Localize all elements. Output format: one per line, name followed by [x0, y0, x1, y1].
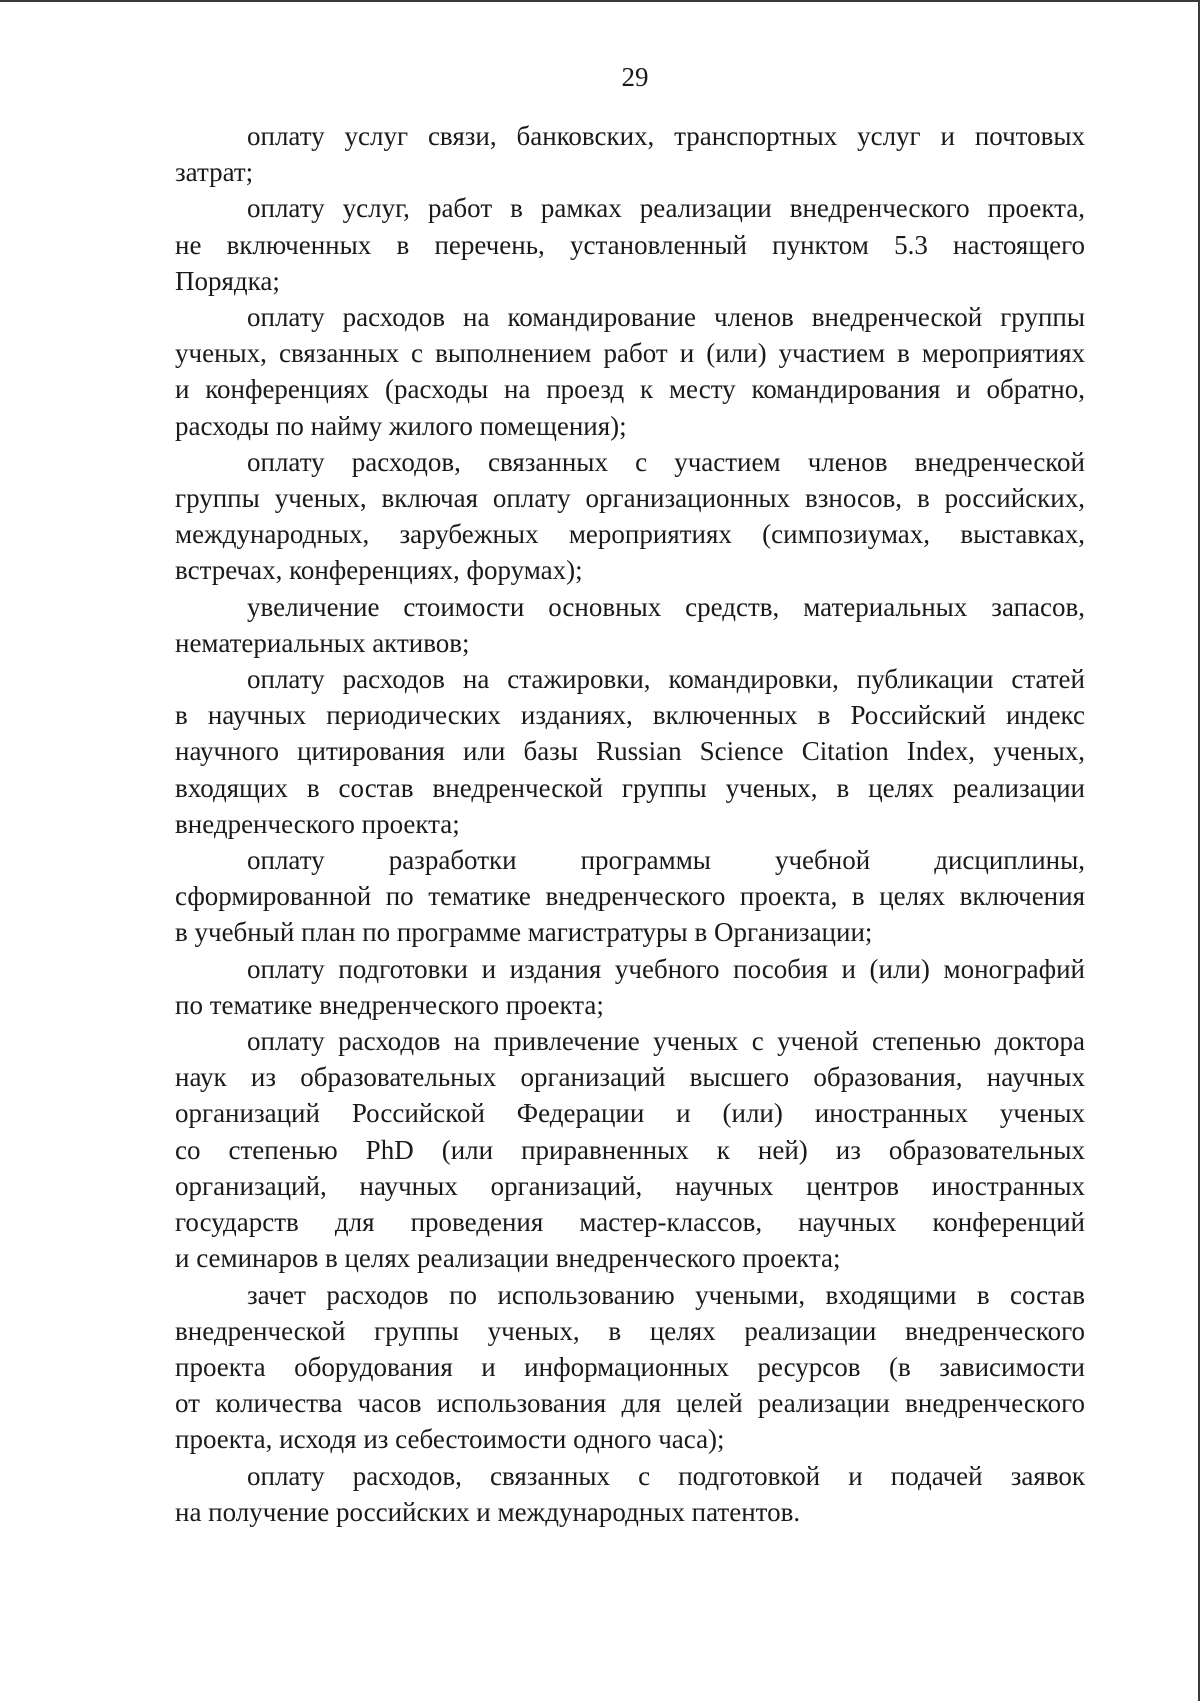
text-line: группы ученых, включая оплату организационных взносов, в российских, [175, 483, 1085, 514]
paragraph [175, 661, 1085, 842]
paragraph [175, 951, 1085, 1023]
paragraph [175, 842, 1085, 951]
text-line: оплату расходов, связанных с подготовкой и подачей заявок [247, 1460, 1085, 1491]
text-line: оплату расходов на командирование членов внедренческой группы [247, 302, 1085, 333]
text-line: оплату расходов на привлечение ученых с ученой степенью доктора [247, 1026, 1085, 1057]
paragraph [175, 444, 1085, 589]
text-line: проекта оборудования и информационных ресурсов (в зависимости [175, 1351, 1085, 1382]
text-line: сформированной по тематике внедренческого проекта, в целях включения [175, 881, 1085, 912]
text-line: наук из образовательных организаций высшего образования, научных [175, 1062, 1085, 1093]
paragraph [175, 190, 1085, 299]
text-line: по тематике внедренческого проекта; [175, 989, 604, 1020]
text-line: оплату разработки программы учебной дисциплины, [247, 845, 1085, 876]
text-line: внедренческого проекта; [175, 808, 460, 839]
text-line: ученых, связанных с выполнением работ и (или) участием в мероприятиях [175, 338, 1085, 369]
text-line: в научных периодических изданиях, включенных в Российский индекс [175, 700, 1085, 731]
text-line: оплату расходов, связанных с участием членов внедренческой [247, 446, 1085, 477]
paragraph [175, 1023, 1085, 1276]
text-line: организаций, научных организаций, научных центров иностранных [175, 1170, 1085, 1201]
paragraph [175, 118, 1085, 190]
paragraph [175, 299, 1085, 444]
text-line: и конференциях (расходы на проезд к месту командирования и обратно, [175, 374, 1085, 405]
paragraph [175, 1277, 1085, 1458]
text-line: в учебный план по программе магистратуры в Организации; [175, 917, 873, 948]
page-number: 29 [621, 62, 649, 92]
document-body [175, 118, 1085, 1530]
text-line: и семинаров в целях реализации внедренческого проекта; [175, 1243, 841, 1274]
text-line: оплату услуг, работ в рамках реализации внедренческого проекта, [247, 193, 1085, 224]
text-line: внедренческой группы ученых, в целях реализации внедренческого [175, 1315, 1085, 1346]
text-line: Порядка; [175, 265, 280, 296]
text-line: нематериальных активов; [175, 627, 470, 658]
text-line: увеличение стоимости основных средств, материальных запасов, [247, 591, 1085, 622]
text-line: со степенью PhD (или приравненных к ней) из образовательных [175, 1134, 1085, 1165]
text-line: зачет расходов по использованию учеными, входящими в состав [247, 1279, 1085, 1310]
text-line: оплату подготовки и издания учебного пособия и (или) монографий [247, 953, 1085, 984]
paragraph [175, 589, 1085, 661]
text-line: научного цитирования или базы Russian Science Citation Index, ученых, [175, 736, 1085, 767]
text-line: расходы по найму жилого помещения); [175, 410, 627, 441]
text-line: международных, зарубежных мероприятиях (симпозиумах, выставках, [175, 519, 1085, 550]
text-line: организаций Российской Федерации и (или) иностранных ученых [175, 1098, 1085, 1129]
text-line: от количества часов использования для целей реализации внедренческого [175, 1388, 1085, 1419]
text-line: оплату услуг связи, банковских, транспортных услуг и почтовых [247, 121, 1085, 151]
text-line: государств для проведения мастер-классов, научных конференций [175, 1207, 1085, 1238]
text-line: затрат; [175, 157, 254, 188]
text-line: оплату расходов на стажировки, командировки, публикации статей [247, 664, 1085, 695]
text-line: входящих в состав внедренческой группы ученых, в целях реализации [175, 772, 1085, 803]
text-line: проекта, исходя из себестоимости одного часа); [175, 1424, 725, 1455]
text-line: на получение российских и международных патентов. [175, 1496, 801, 1527]
text-line: встречах, конференциях, форумах); [175, 555, 583, 586]
paragraph [175, 1458, 1085, 1530]
text-line: не включенных в перечень, установленный пунктом 5.3 настоящего [175, 229, 1085, 260]
